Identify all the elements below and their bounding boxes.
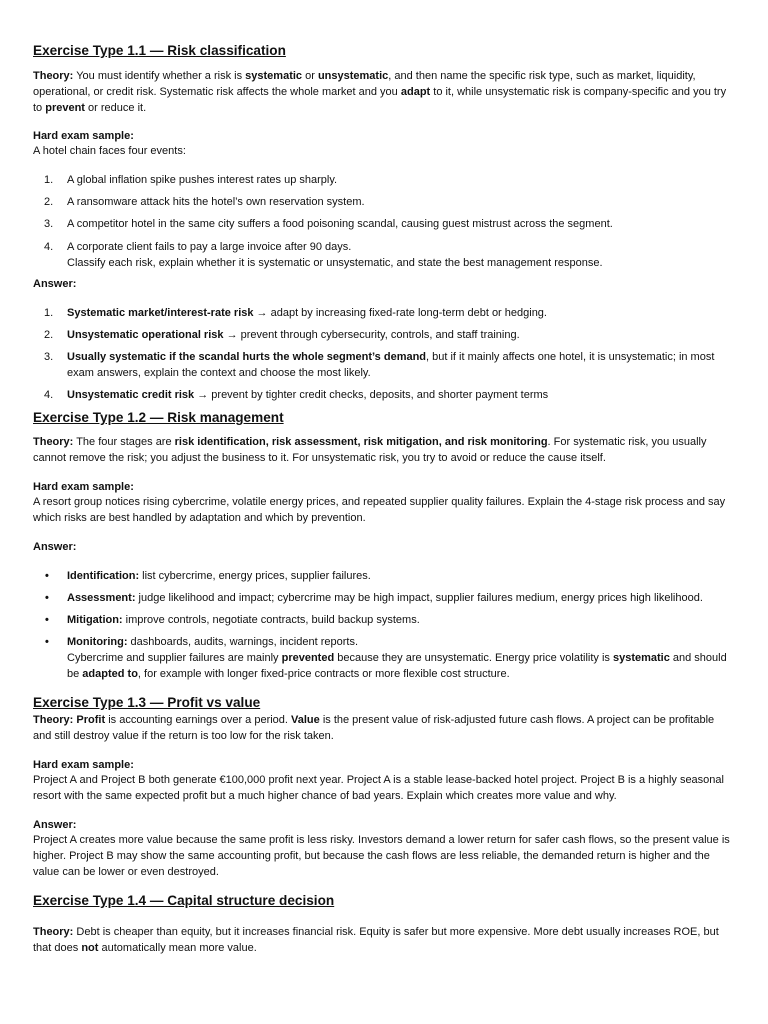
theory-paragraph-1-4: Theory: Debt is cheaper than equity, but it increases financial risk. Equity is safer but more expensive. More debt usually increases ROE, but that does not automatically mean more value. [33,926,719,954]
conclusion-text: Cybercrime and supplier failures are mainly prevented because they are unsystematic. Energy price volatility is systematic and should be adapted to, for example with longer fixed-price contracts or more flexible cost structure. [67,652,727,680]
theory-paragraph-1-1: Theory: You must identify whether a risk is systematic or unsystematic, and then name the specific risk type, such as market, liquidity, operational, or credit risk. Systematic risk affects the whole market and you adapt to it, while unsystematic risk is company-specific and you try to prevent or reduce it. [33,70,727,114]
section-heading-1-2: Exercise Type 1.2 — Risk management [33,410,284,425]
event-note: Classify each risk, explain whether it is systematic or unsystematic, and state the best management response. [67,257,603,269]
theory-label: Theory: [33,714,74,726]
hard-sample-label-1-2: Hard exam sample: [33,481,134,493]
theory-label: Theory: [33,70,74,82]
answer-label-1-3: Answer: [33,819,77,831]
theory-paragraph-1-2: Theory: The four stages are risk identification, risk assessment, risk mitigation, and risk monitoring. For systematic risk, you usually cannot remove the risk; you adjust the business to it. For unsystematic risk, you try to avoid or reduce the cause itself. [33,436,707,464]
answer-label-1-2: Answer: [33,541,77,553]
answer-label-1-1: Answer: [33,278,77,290]
answer-text-1-3: Project A creates more value because the same profit is less risky. Investors demand a lower return for safer cash flows, so the present value is higher. Project B may show the same accounting profit, but because the cash flows are less reliable, the demanded return is higher and the value can be lower or even destroyed. [33,834,730,878]
sample-intro-1-1: A hotel chain faces four events: [33,145,186,157]
section-heading-1-3: Exercise Type 1.3 — Profit vs value [33,695,261,710]
hard-sample-label-1-1: Hard exam sample: [33,130,134,142]
theory-label: Theory: [33,926,74,938]
theory-label: Theory: [33,436,74,448]
sample-text-1-2: A resort group notices rising cybercrime, volatile energy prices, and repeated supplier quality failures. Explain the 4-stage risk process and say which risks are best handled by adaptation and which by prevention. [33,496,726,524]
document-page: Exercise Type 1.1 — Risk classification Theory: You must identify whether a risk is systematic or unsystematic, and then name the specific risk type, such as market, liquidity, operational, or credit risk. Systematic risk affects the whole market and you adapt to it, while unsystematic risk is company-specific and you try to prevent or reduce it. Hard exam sample: A hotel chain faces four events: 1. A global inflation spike pushes interest rates up sharply. 2. A ransomware attack hits the hotel’s own reservation system. 3. A competitor hotel in the same city suffers a food poisoning scandal, causing guest mistrust across the segment. 4. A corporate client fails to pay a large invoice after 90 days. Classify each risk, explain whether it is systematic or unsystematic, and state the best management response. Answer: 1. Systematic market/interest-rate risk → adapt by increasing fixed-rate long-term debt or hedging. 2. Unsystematic operational risk → prevent through cybersecurity, controls, and staff training. 3. Usually systematic if the scandal hurts the whole segment’s demand, but if it mainly affects one hotel, it is unsystematic; in most exam answers, explain the context and choose the most likely. 4. Unsystematic credit risk → prevent by tighter credit checks, deposits, and shorter payment terms Exercise Type 1.2 — Risk management Theory: The four stages are risk identification, risk assessment, risk mitigation, and risk monitoring. For systematic risk, you usually cannot remove the risk; you adjust the business to it. For unsystematic risk, you try to avoid or reduce the cause itself. Hard exam sample: A resort group notices rising cybercrime, volatile energy prices, and repeated supplier quality failures. Explain the 4-stage risk process and say which risks are best handled by adaptation and which by prevention. Answer: • Identification: list cybercrime, energy prices, supplier failures. • Assessment: judge likelihood and impact; cybercrime may be high impact, supplier failures medium, energy prices high likelihood. • Mitigation: improve controls, negotiate contracts, build backup systems. • Monitoring: dashboards, audits, warnings, incident reports. Cybercrime and supplier failures are mainly prevented because they are unsystematic. Energy price volatility is systematic and should be adapted to, for example with longer fixed-price contracts or more flexible cost structure. Exercise Type 1.3 — Profit vs value Theory: Profit is accounting earnings over a period. Value is the present value of risk-adjusted future cash flows. A project can be profitable and still destroy value if the return is too low for the risk taken. Hard exam sample: Project A and Project B both generate €100,000 profit next year. Project A is a stable lease-backed hotel project. Project B is a highly seasonal resort with the same expected profit but a much higher chance of bad years. Explain which creates more value and why. Answer: Project A creates more value because the same profit is less risky. Investors demand a lower return for safer cash flows, so the present value is higher. Project B may show the same accounting profit, but because the cash flows are less reliable, the demanded return is higher and the value can be lower or even destroyed. Exercise Type 1.4 — Capital structure decision Theory: Debt is cheaper than equity, but it increases financial risk. Equity is safer but more expensive. More debt usually increases ROE, but that does not automatically mean more value. [0,0,768,1024]
hard-sample-label-1-3: Hard exam sample: [33,759,134,771]
sample-text-1-3: Project A and Project B both generate €100,000 profit next year. Project A is a stable lease-backed hotel project. Project B is a highly seasonal resort with the same expected profit but a much higher chance of bad years. Explain which creates more value and why. [33,774,724,802]
section-heading-1-1: Exercise Type 1.1 — Risk classification [33,43,286,58]
section-heading-1-4: Exercise Type 1.4 — Capital structure decision [33,893,335,908]
theory-paragraph-1-3: Theory: Profit is accounting earnings over a period. Value is the present value of risk-adjusted future cash flows. A project can be profitable and still destroy value if the return is too low for the risk taken. [33,714,715,742]
